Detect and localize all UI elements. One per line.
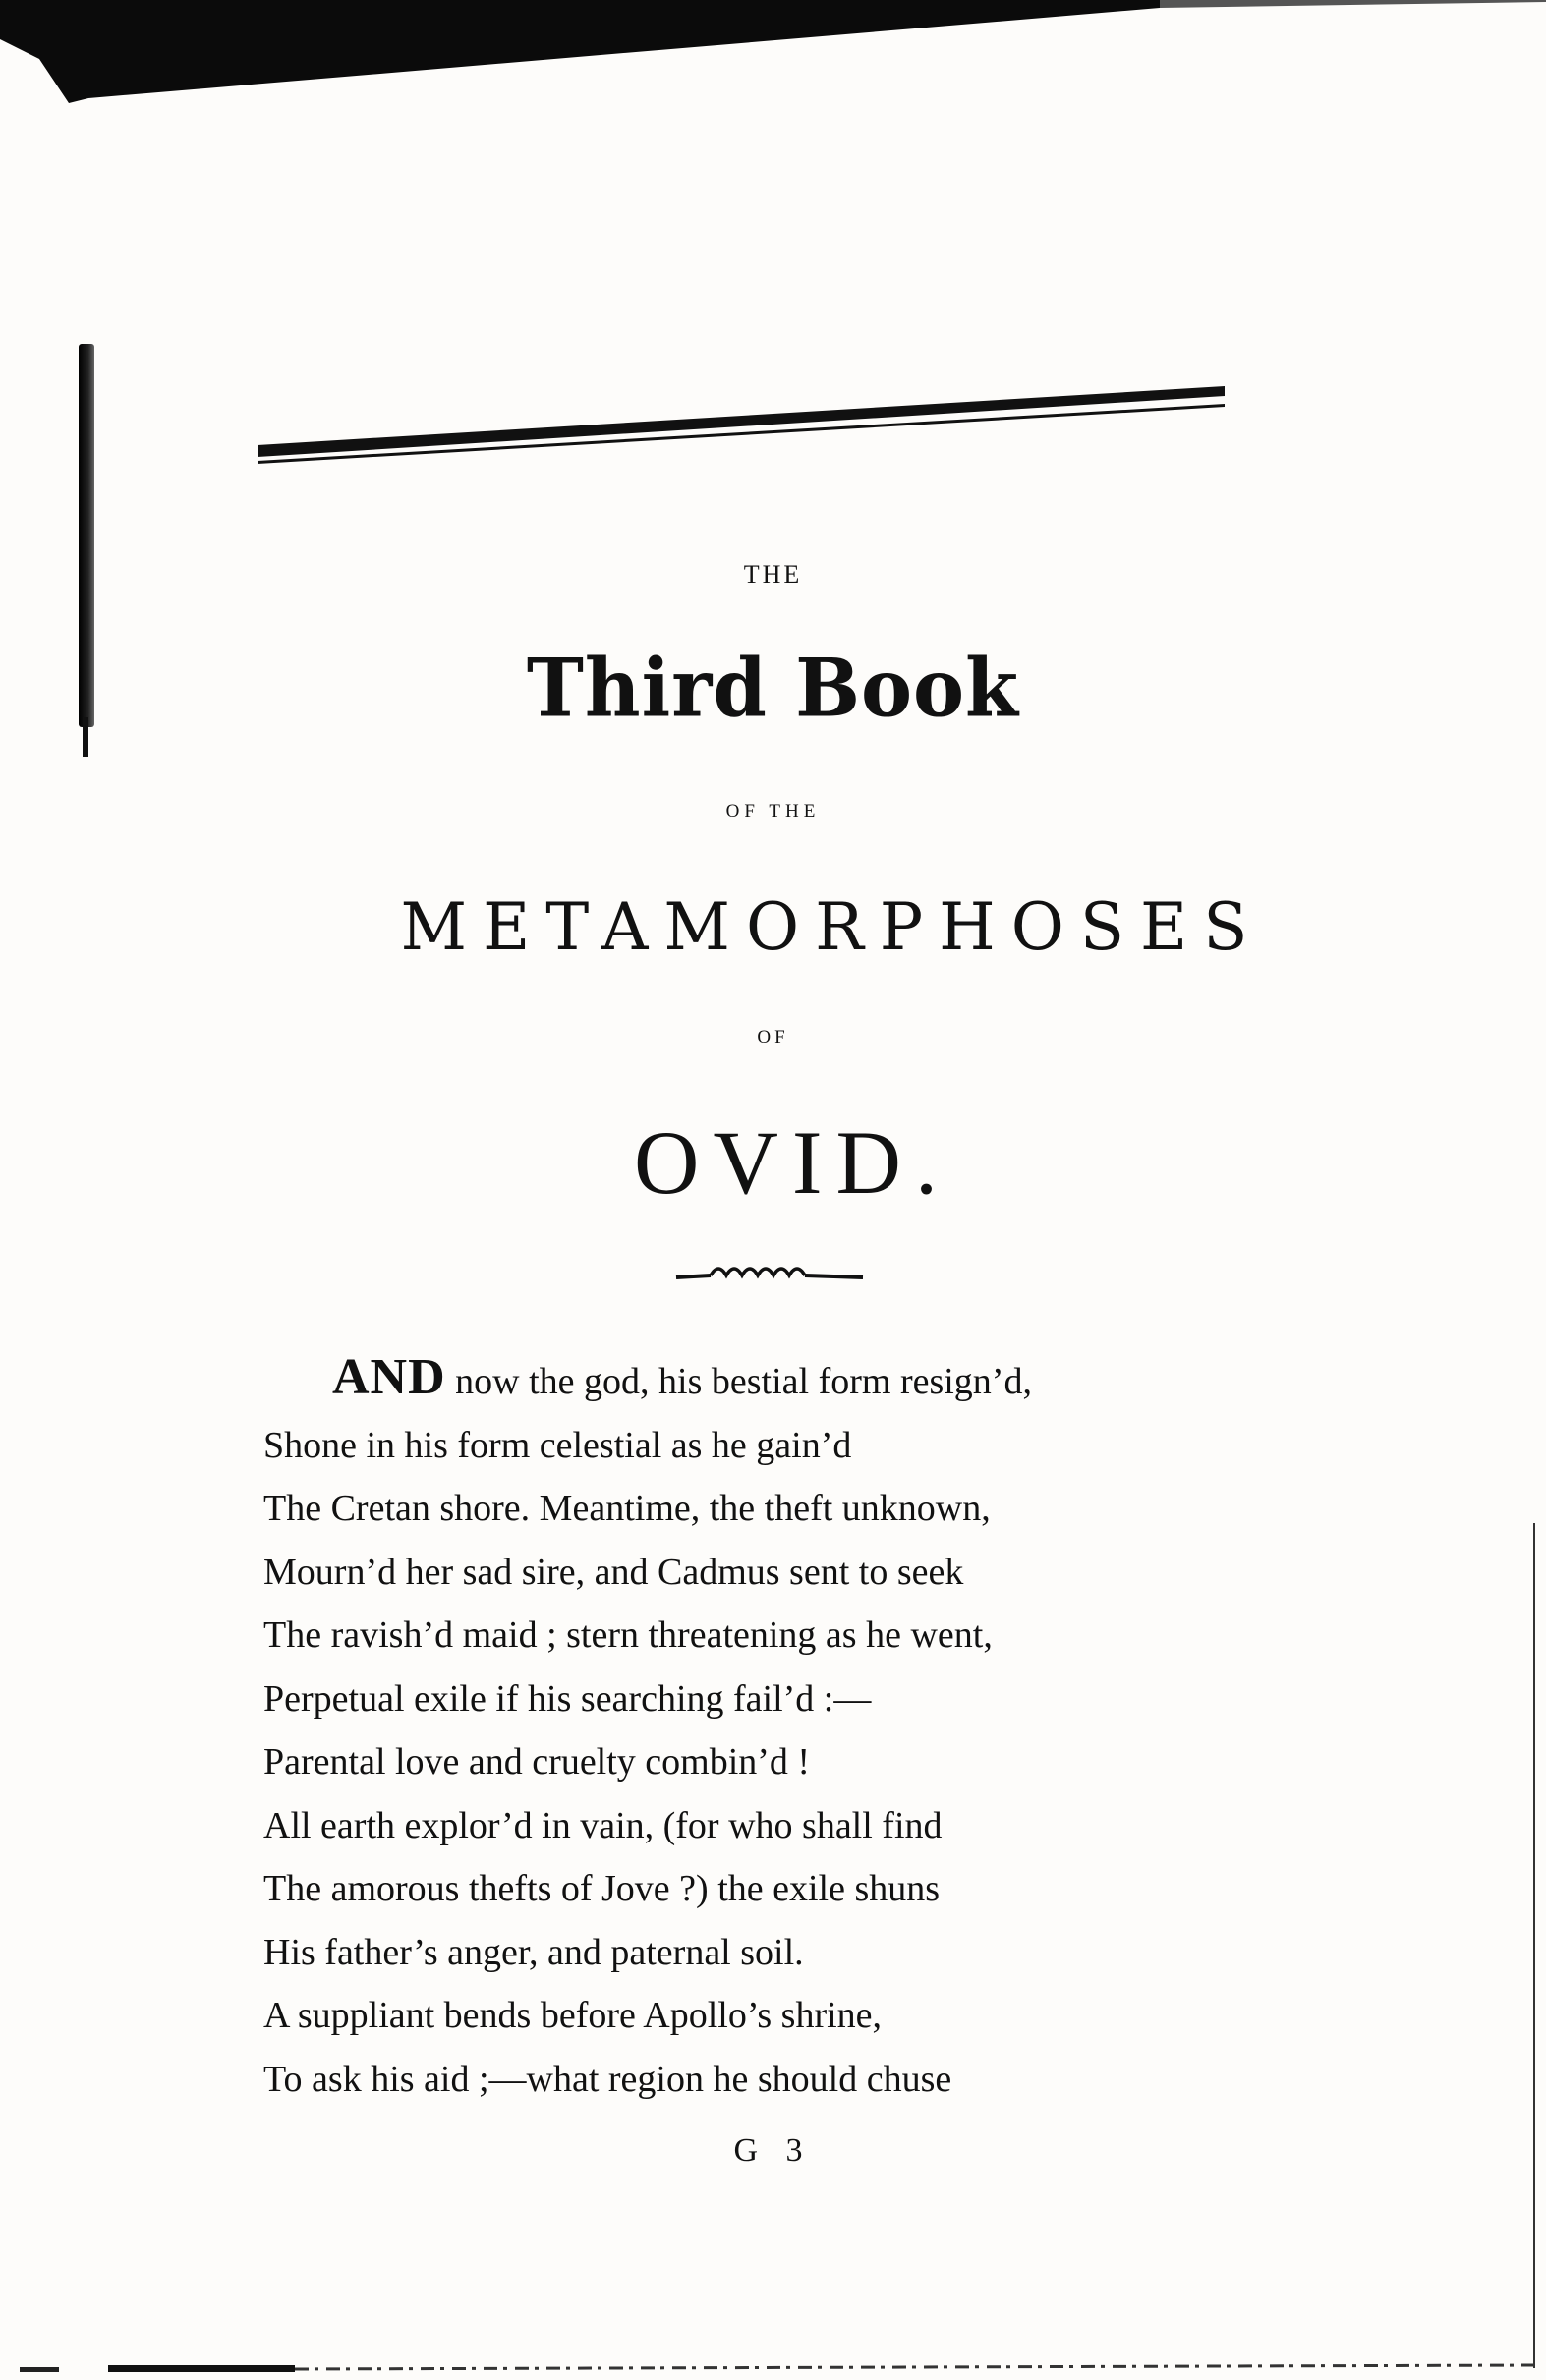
signature-mark: G 3 <box>733 2132 813 2169</box>
verse-line-text: now the god, his bestial form resign’d, <box>455 1361 1032 1402</box>
of-the-label: OF THE <box>725 801 821 822</box>
verse-line: Shone in his form celestial as he gain’d <box>263 1424 852 1466</box>
verse-block <box>263 1346 1246 2111</box>
scan-shadow-bottom <box>0 2344 1546 2380</box>
book-title: Third Book <box>526 641 1020 736</box>
verse-line: All earth explor’d in vain, (for who shall find <box>263 1804 943 1846</box>
verse-line: Mourn’d her sad sire, and Cadmus sent to seek <box>263 1551 964 1593</box>
verse-line: Perpetual exile if his searching fail’d :— <box>263 1677 872 1720</box>
verse-line: The Cretan shore. Meantime, the theft unknown, <box>263 1488 991 1529</box>
scan-shadow-top <box>0 0 1546 108</box>
page-edge-line <box>1533 1523 1535 2368</box>
verse-line: The amorous thefts of Jove ?) the exile shuns <box>263 1868 941 1909</box>
the-label: THE <box>743 560 803 589</box>
verse-line: To ask his aid ;—what region he should chuse <box>263 2058 952 2100</box>
verse-line: The ravish’d maid ; stern threatening as he went, <box>263 1615 993 1656</box>
of-label: OF <box>757 1027 789 1048</box>
wavy-vine-ornament-icon <box>671 1260 868 1289</box>
verse-line <box>263 1346 1246 1414</box>
verse-line: A suppliant bends before Apollo’s shrine, <box>263 1995 883 2036</box>
verse-line: His father’s anger, and paternal soil. <box>263 1931 804 1973</box>
author-name: OVID. <box>634 1112 951 1213</box>
heading-rule <box>258 386 1225 465</box>
drop-cap-word: AND <box>332 1349 446 1405</box>
verse-line: Parental love and cruelty combin’d ! <box>263 1741 811 1783</box>
work-title: METAMORPHOSES <box>400 889 1264 965</box>
